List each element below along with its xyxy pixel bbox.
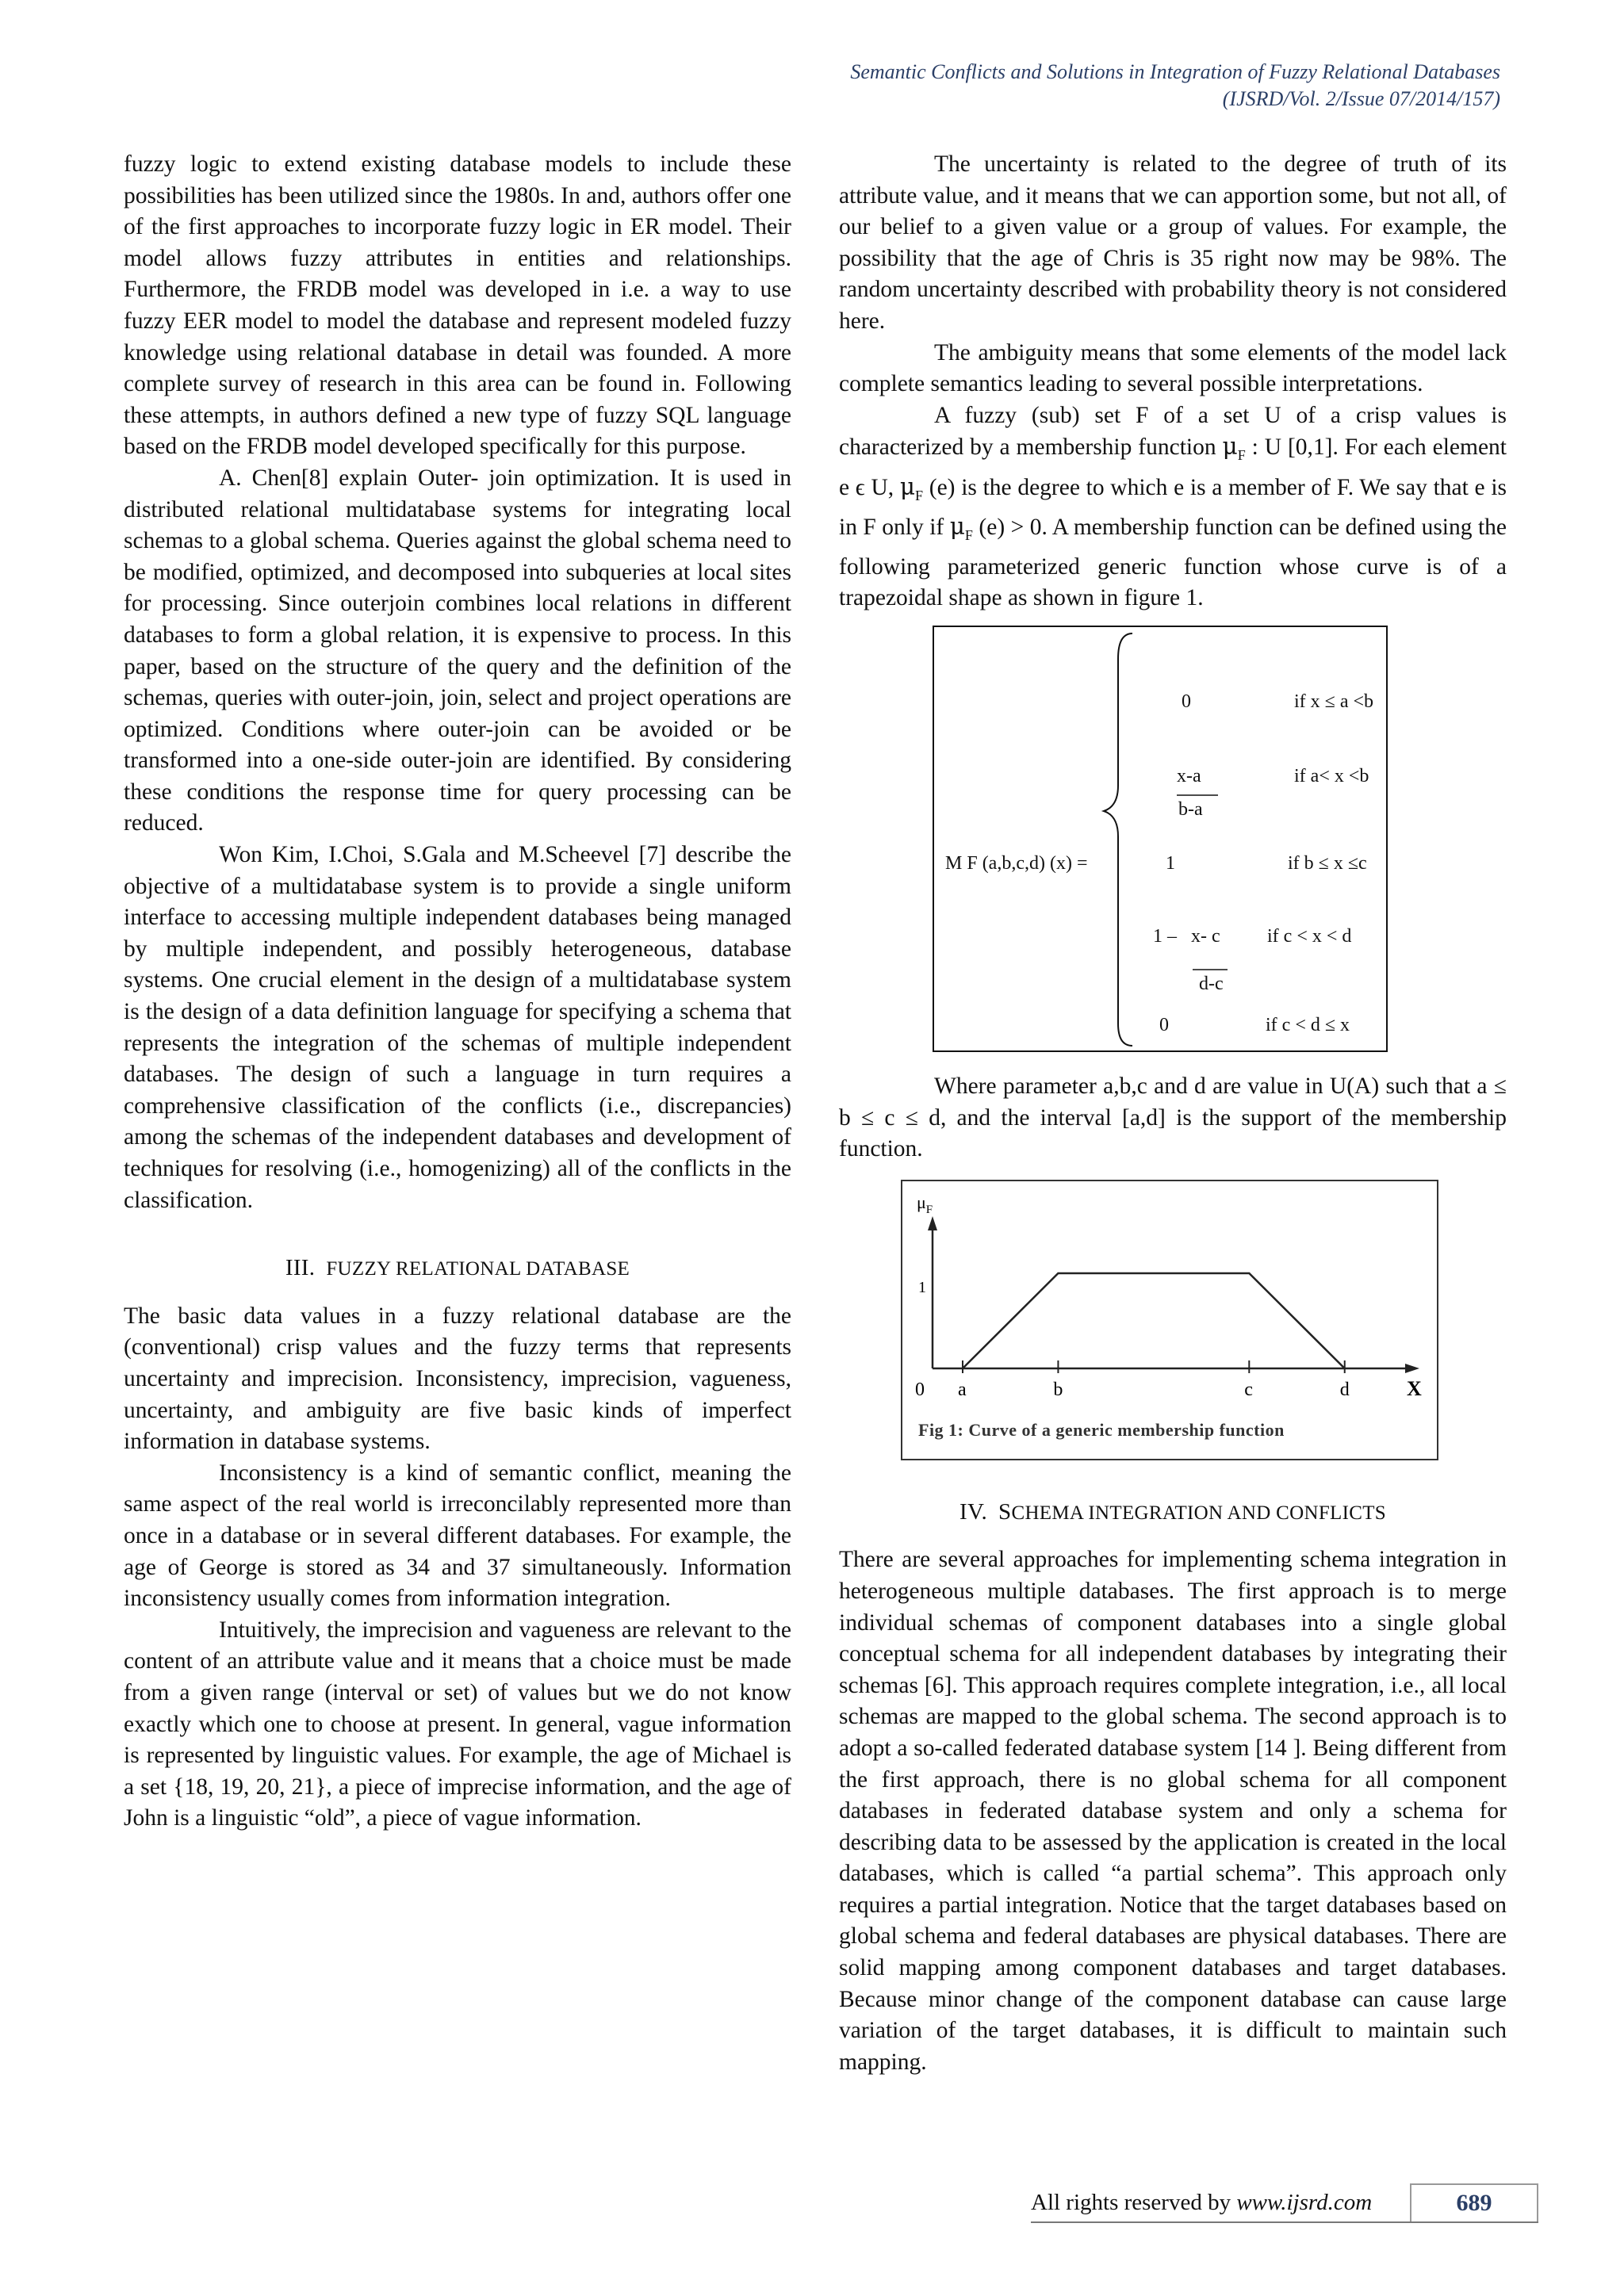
x-axis-arrow — [1405, 1364, 1419, 1373]
x-tick-label-d: d — [1339, 1379, 1350, 1400]
left-column — [124, 149, 791, 1835]
case4-denominator: d-c — [1199, 973, 1224, 994]
case5-condition: if c < d ≤ x — [1266, 1014, 1350, 1035]
paragraph: The uncertainty is related to the degree of truth of its attribute value, and it means that we can apportion some, but not all, of our belief to a given value or a group of values. For example, the possibility that the age of Chris is 35 right now may be 98%. The random uncertainty described with probability theory is not considered here. — [839, 151, 1507, 334]
paragraph: The ambiguity means that some elements of the model lack complete semantics leading to several possible interpretations. — [839, 339, 1507, 397]
y-axis-label: $\mu_F$ — [917, 1192, 933, 1216]
section-title: FUZZY RELATIONAL DATABASE — [326, 1258, 630, 1280]
section-number: III. — [285, 1255, 316, 1281]
membership-equation — [933, 626, 1388, 1052]
page-footer — [1031, 2185, 1538, 2220]
footer-rule — [1031, 2221, 1538, 2223]
paragraph: fuzzy logic to extend existing database models to include these possibilities has been utilized since the 1980s. In and, authors offer one of the first approaches to incorporate fuzzy logic in ER model. Their model allows fuzzy attributes in entities and relationships. Furthermore, the FRDB model was developed in i.e. a way to use fuzzy EER model to model the database and represent modeled fuzzy knowledge using relational database in detail was founded. A more complete survey of research in this area can be found in. Following these attempts, in authors defined a new type of fuzzy SQL language based on the FRDB model developed specifically for this purpose. — [124, 151, 791, 460]
journal-title: Semantic Conflicts and Solutions in Integration of Fuzzy Relational Databases — [850, 60, 1500, 83]
case5-value: 0 — [1159, 1014, 1169, 1035]
paragraph: Won Kim, I.Choi, S.Gala and M.Scheevel [7] describe the objective of a multidatabase system is to provide a single uniform interface to accessing multiple independent databases being managed by multiple independent, and possibly heterogeneous, database systems. One crucial element in the design of a multidatabase system is the design of a data definition language for specifying a schema that represents the integration of the schemas of multiple independent databases. The design of such a language in turn requires a comprehensive classification of the conflicts (i.e., discrepancies) among the schemas of the independent databases and development of techniques for resolving (i.e., homogenizing) all of the conflicts in the classification. — [124, 842, 791, 1213]
paragraph: Intuitively, the imprecision and vagueness are relevant to the content of an attribute value and it means that a choice must be made from a given range (interval or set) of values but we do not know exactly which one to choose at present. In general, vague information is represented by linguistic values. For example, the age of Michael is a set {18, 19, 20, 21}, a piece of imprecise information, and the age of John is a linguistic “old”, a piece of vague information. — [124, 1617, 791, 1831]
right-column — [839, 149, 1507, 2078]
case2-numerator: x-a — [1177, 765, 1201, 786]
y-tick-label: 1 — [918, 1278, 926, 1296]
case3-value: 1 — [1166, 852, 1175, 874]
x-axis-label: X — [1407, 1376, 1422, 1400]
section-heading-4: IV. SCHEMA INTEGRATION AND CONFLICTS — [959, 1498, 1386, 1525]
x-tick-label-b: b — [1053, 1379, 1063, 1400]
page-number: 689 — [1410, 2183, 1538, 2221]
section-number: IV. — [959, 1498, 988, 1525]
case1-value: 0 — [1182, 691, 1191, 712]
section-heading-3 — [124, 1253, 791, 1285]
journal-citation: (IJSRD/Vol. 2/Issue 07/2014/157) — [1222, 87, 1500, 110]
equation-lhs: M F (a,b,c,d) (x) = — [945, 852, 1088, 874]
running-head — [850, 59, 1500, 113]
y-axis-arrow — [928, 1216, 937, 1230]
paragraph: A. Chen[8] explain Outer- join optimization. It is used in distributed relational multidatabase systems for integrating local schemas to a global schema. Queries against the global schema need to be modified, optimized, and decomposed into subqueries at local sites for processing. Since outerjoin combines local relations in different databases to form a global relation, it is expensive to process. In this paper, based on the structure of the query and the definition of the schemas, queries with outer-join, join, select and project operations are optimized. Conditions where outer-join can be avoided or be transformed into a one-side outer-join are identified. By considering these conditions the response time for query processing can be reduced. — [124, 465, 791, 836]
case1-condition: if x ≤ a <b — [1294, 691, 1374, 712]
figure-caption: Fig 1: Curve of a generic membership function — [918, 1420, 1285, 1441]
paragraph: Where parameter a,b,c and d are value in U(A) such that a ≤ b ≤ c ≤ d, and the interval [a,d] is the support of the membership function. — [839, 1073, 1507, 1162]
case2-condition: if a< x <b — [1294, 765, 1369, 786]
case3-condition: if b ≤ x ≤c — [1288, 852, 1367, 874]
case2-denominator: b-a — [1178, 798, 1203, 820]
paragraph: Inconsistency is a kind of semantic conflict, meaning the same aspect of the real world is irreconcilably represented more than once in a database or in several different databases. For example, the age of George is stored as 34 and 37 simultaneously. Information inconsistency usually comes from information integration. — [124, 1460, 791, 1612]
x-tick-label-c: c — [1244, 1379, 1253, 1400]
case4-numerator: x- c — [1191, 925, 1220, 947]
mu-symbol: μ — [1222, 433, 1238, 461]
figure-1 — [901, 1180, 1438, 1460]
section-title: CHEMA INTEGRATION AND CONFLICTS — [1011, 1502, 1386, 1524]
paragraph: The basic data values in a fuzzy relational database are the (conventional) crisp values and the fuzzy terms that represents uncertainty and imprecision. Inconsistency, imprecision, vagueness, uncertainty, and ambiguity are five basic kinds of imperfect information in database systems. — [124, 1303, 791, 1455]
case4-condition: if c < x < d — [1267, 925, 1352, 947]
paragraph-membership: A fuzzy (sub) set F of a set U of a crisp values is characterized by a membership function $\mu_F$ : U [0,1]. For each element e ϵ U, $\mu_F$ (e) is the degree to which e is a member of F. We say that e is in F only if $\mu_F$ (e) > 0. A membership function can be defined using the following parameterized generic function whose curve is of a trapezoidal shape as shown in figure 1. — [839, 402, 1507, 611]
case4-prefix: 1 – — [1153, 925, 1177, 947]
origin-label: 0 — [915, 1379, 925, 1400]
site-link[interactable]: www.ijsrd.com — [1236, 2190, 1373, 2215]
rights-notice: All rights reserved by www.ijsrd.com — [1031, 2190, 1373, 2215]
x-tick-label-a: a — [958, 1379, 967, 1400]
paragraph: There are several approaches for implementing schema integration in heterogeneous multiple databases. The first approach is to merge individual schemas of component databases into a single global conceptual schema for all independent databases by integrating their schemas [6]. This approach requires complete integration, i.e., all local schemas are mapped to the global schema. The second approach is to adopt a so-called federated database system [14 ]. Being different from the first approach, there is no global schema for all component databases in federated database system and only a schema for describing data to be assessed by the application is created in the local databases, which is called “a partial schema”. This approach only requires a partial integration. Notice that the target databases based on global schema and federal databases are physical databases. There are solid mapping among component databases and target databases. Because minor change of the component database can cause large variation of the target databases, it is difficult to maintain such mapping. — [839, 1547, 1507, 2075]
trapezoid-curve — [963, 1273, 1345, 1368]
